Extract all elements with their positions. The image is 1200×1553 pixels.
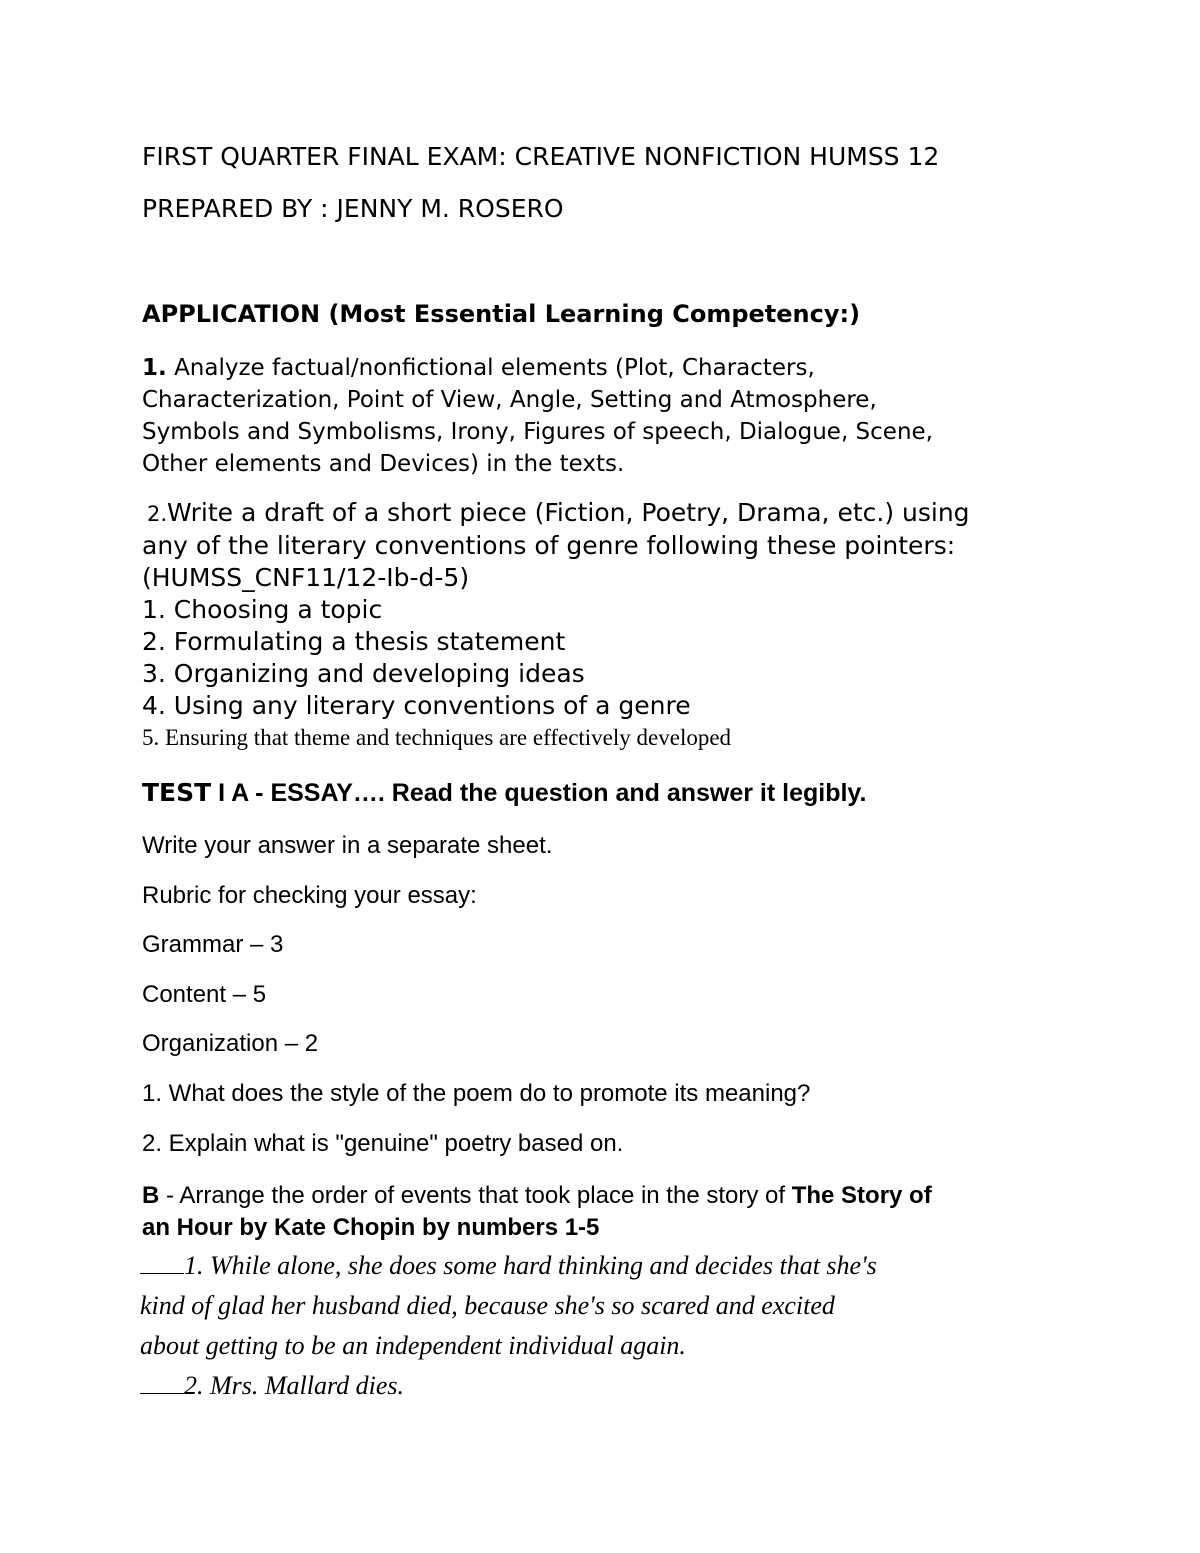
part-b-letter: B xyxy=(142,1182,160,1209)
answer-blank[interactable] xyxy=(140,1251,184,1274)
pointer-item: 5. Ensuring that theme and techniques are effectively developed xyxy=(142,725,732,750)
pointer-item: 4. Using any literary conventions of a genre xyxy=(142,691,691,720)
competency-2-line: any of the literary conventions of genre following these pointers: xyxy=(142,531,956,560)
competency-2-line: (HUMSS_CNF11/12-Ib-d-5) xyxy=(142,563,470,592)
competency-1-line: Other elements and Devices) in the texts. xyxy=(142,451,625,477)
competency-2-number: 2. xyxy=(147,502,168,526)
competency-1-line: 1. Analyze factual/nonfictional elements (Plot, Characters, xyxy=(142,355,815,381)
rubric-grammar: Grammar – 3 xyxy=(142,931,284,958)
rubric-label: Rubric for checking your essay: xyxy=(142,882,477,909)
competency-1 xyxy=(142,352,933,480)
part-b-line: an Hour by Kate Chopin by numbers 1-5 xyxy=(142,1214,600,1241)
test-heading-rest: I A - ESSAY…. Read the question and answer it legibly. xyxy=(211,779,867,807)
exam-title: FIRST QUARTER FINAL EXAM: CREATIVE NONFICTION HUMSS 12 xyxy=(142,142,940,171)
essay-question: 2. Explain what is "genuine" poetry based on. xyxy=(142,1130,624,1157)
essay-question: 1. What does the style of the poem do to promote its meaning? xyxy=(142,1080,811,1107)
competency-2 xyxy=(142,497,970,754)
event-line: kind of glad her husband died, because she's so scared and excited xyxy=(140,1291,835,1320)
competency-1-line: Characterization, Point of View, Angle, Setting and Atmosphere, xyxy=(142,387,877,413)
competency-1-number: 1. xyxy=(142,355,167,381)
event-line: about getting to be an independent individual again. xyxy=(140,1331,686,1360)
event-item-1 xyxy=(140,1246,877,1366)
part-b-instruction xyxy=(142,1180,932,1244)
rubric-content: Content – 5 xyxy=(142,981,267,1008)
event-item-2 xyxy=(140,1366,404,1406)
pointer-item: 3. Organizing and developing ideas xyxy=(142,659,585,688)
test-1-heading xyxy=(142,778,866,808)
application-heading: APPLICATION (Most Essential Learning Competency:) xyxy=(142,300,861,328)
pointer-item: 2. Formulating a thesis statement xyxy=(142,627,566,656)
competency-2-line: 2.Write a draft of a short piece (Fiction, Poetry, Drama, etc.) using xyxy=(142,497,970,530)
test-instruction: Write your answer in a separate sheet. xyxy=(142,832,553,859)
event-line: 1. While alone, she does some hard thinking and decides that she's xyxy=(140,1246,877,1286)
event-line: 2. Mrs. Mallard dies. xyxy=(140,1366,404,1406)
part-b-line: B - Arrange the order of events that took place in the story of The Story of xyxy=(142,1182,932,1209)
test-label: TEST xyxy=(142,778,212,807)
prepared-by: PREPARED BY : JENNY M. ROSERO xyxy=(142,194,564,223)
pointer-item: 1. Choosing a topic xyxy=(142,595,383,624)
competency-1-line: Symbols and Symbolisms, Irony, Figures of speech, Dialogue, Scene, xyxy=(142,419,933,445)
answer-blank[interactable] xyxy=(140,1371,184,1394)
rubric-organization: Organization – 2 xyxy=(142,1030,319,1057)
